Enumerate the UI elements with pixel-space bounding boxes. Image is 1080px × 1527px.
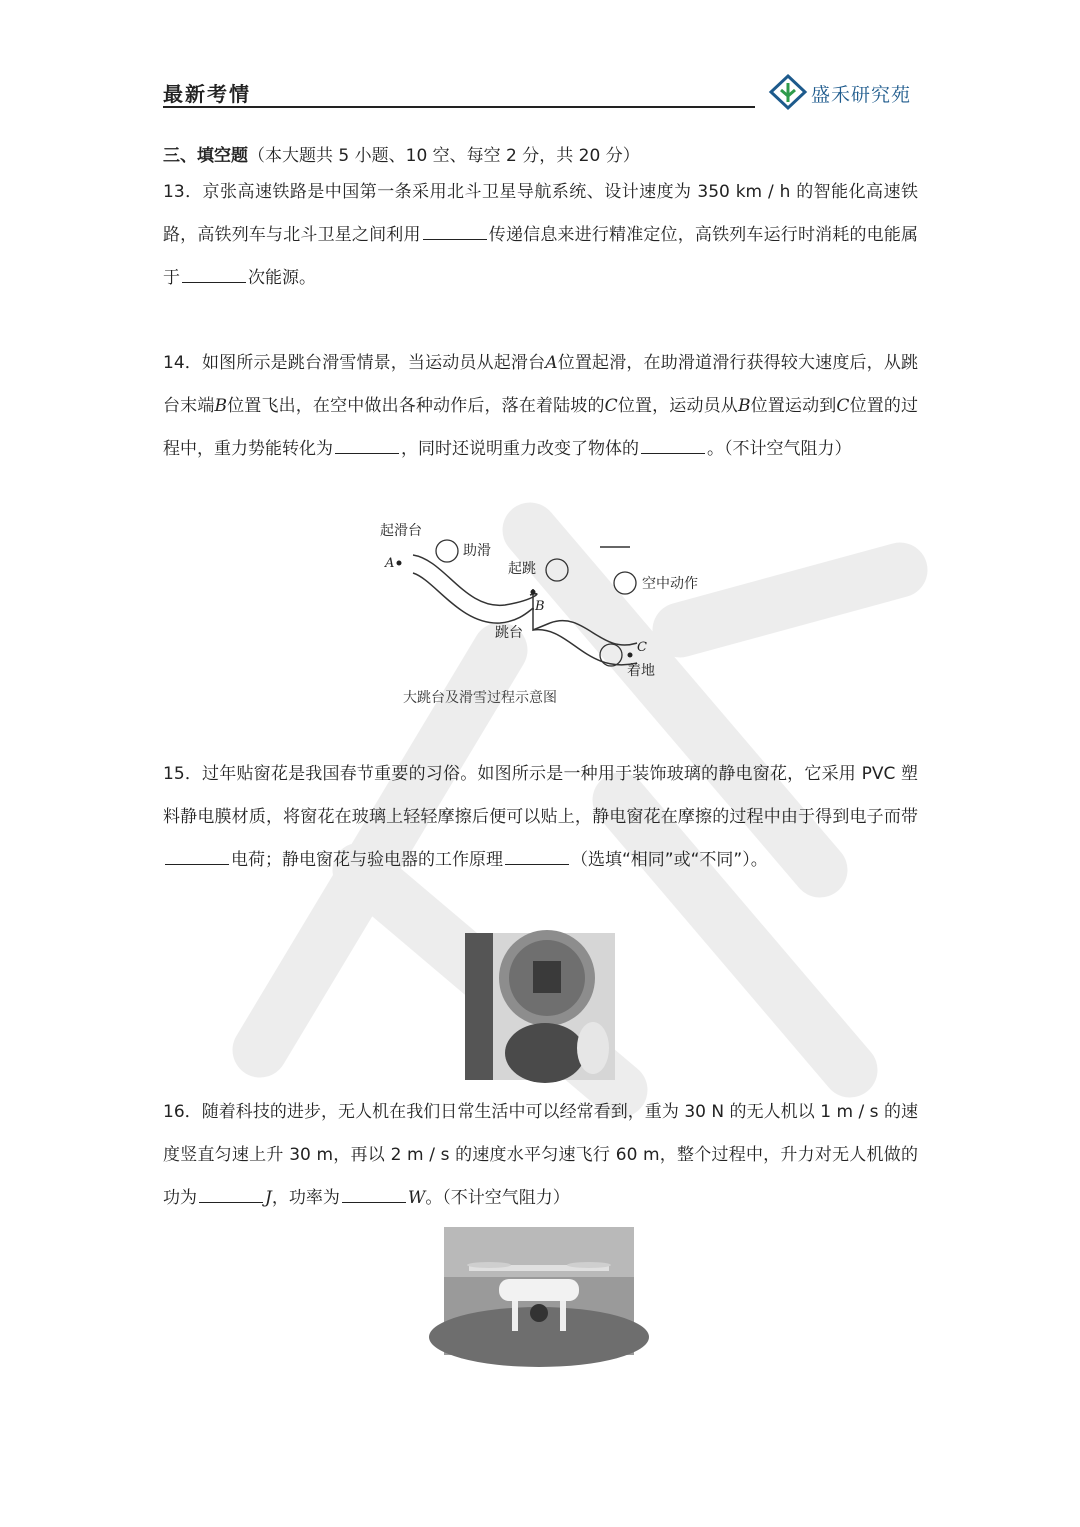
section-title xyxy=(163,141,640,166)
answer-blank[interactable] xyxy=(505,846,569,865)
question-13 xyxy=(163,171,918,300)
answer-blank[interactable] xyxy=(423,221,487,240)
unit-joule: J xyxy=(265,1188,272,1208)
label-air-moves: 空中动作 xyxy=(642,576,698,592)
q14-text-6: 位置的过程中，重力势能转化为 xyxy=(163,396,919,459)
header-rule xyxy=(163,106,755,108)
q14-text-7: ，同时还说明重力改变了物体的 xyxy=(401,439,639,459)
q16-text-1: 16．随着科技的进步，无人机在我们日常生活中可以经常看到，重为 30 N 的无人机以 1 m / s 的速度竖直匀速上升 30 m，再以 2 m / s 的速度水平匀速飞行 60 m，整个过程中，升力对无人机做的功为 xyxy=(163,1102,918,1208)
drone-photo xyxy=(444,1227,634,1355)
label-landing: 着地 xyxy=(627,663,655,679)
q16-text-2: ，功率为 xyxy=(271,1188,340,1208)
q14-text-4: 位置，运动员从 xyxy=(617,396,738,416)
answer-blank[interactable] xyxy=(165,846,229,865)
leaf-logo-icon xyxy=(769,74,807,110)
q14-text-8: 。（不计空气阻力） xyxy=(707,439,852,459)
header-title: 最新考情 xyxy=(163,82,251,106)
label-point-a: A xyxy=(385,556,395,571)
question-16 xyxy=(163,1091,918,1220)
q13-text-3: 次能源。 xyxy=(248,268,316,288)
q15-text-2: 电荷；静电窗花与验电器的工作原理 xyxy=(231,850,503,870)
window-flower-image xyxy=(465,933,615,1080)
q14-text-1: 14．如图所示是跳台滑雪情景，当运动员从起滑台 xyxy=(163,353,546,373)
q15-text-3: （选填“相同”或“不同”）。 xyxy=(571,850,768,870)
q14-text-2: 位置起滑，在助滑道滑行获得较大速度后，从跳台末端 xyxy=(163,353,919,416)
q13-text-2: 传递信息来进行精准定位，高铁列车运行时消耗的电能属于 xyxy=(163,225,918,288)
answer-blank[interactable] xyxy=(335,435,399,454)
page-header xyxy=(163,74,918,114)
point-c-ref: C xyxy=(604,396,618,416)
brand-logo xyxy=(769,74,919,110)
label-takeoff: 起跳 xyxy=(508,561,536,577)
label-point-c: C xyxy=(637,640,647,655)
question-14 xyxy=(163,342,918,471)
ski-jump-diagram xyxy=(375,515,698,685)
section-heading: 三、填空题 xyxy=(163,146,248,166)
label-start-platform: 起滑台 xyxy=(380,523,422,539)
q16-text-3: 。（不计空气阻力） xyxy=(425,1188,570,1208)
q15-text-1: 15．过年贴窗花是我国春节重要的习俗。如图所示是一种用于装饰玻璃的静电窗花，它采用 PVC 塑料静电膜材质，将窗花在玻璃上轻轻摩擦后便可以贴上，静电窗花在摩擦的过程中由于得到电子而带 xyxy=(163,764,918,827)
point-c-ref-2: C xyxy=(836,396,850,416)
label-jump-platform: 跳台 xyxy=(495,625,523,641)
answer-blank[interactable] xyxy=(342,1184,406,1203)
q14-text-5: 位置运动到 xyxy=(750,396,837,416)
logo-text: 盛禾研究苑 xyxy=(811,84,912,106)
q13-text-1: 13．京张高速铁路是中国第一条采用北斗卫星导航系统、设计速度为 350 km / h 的智能化高速铁路，高铁列车与北斗卫星之间利用 xyxy=(163,182,918,245)
answer-blank[interactable] xyxy=(199,1184,263,1203)
point-a-ref: A xyxy=(545,353,558,373)
question-15 xyxy=(163,753,918,882)
ski-jump-figure xyxy=(375,515,698,715)
unit-watt: W xyxy=(407,1188,426,1208)
label-assist: 助滑 xyxy=(463,543,491,559)
section-note: （本大题共 5 小题、10 空、每空 2 分，共 20 分） xyxy=(248,146,640,166)
figure-caption: 大跳台及滑雪过程示意图 xyxy=(403,690,557,706)
window-flower-photo xyxy=(465,933,615,1080)
drone-image xyxy=(444,1227,634,1355)
q14-text-3: 位置飞出，在空中做出各种动作后，落在着陆坡的 xyxy=(226,396,605,416)
point-b-ref-2: B xyxy=(737,396,751,416)
label-point-b: B xyxy=(535,599,545,614)
point-b-ref: B xyxy=(214,396,227,416)
answer-blank[interactable] xyxy=(182,264,246,283)
answer-blank[interactable] xyxy=(641,435,705,454)
